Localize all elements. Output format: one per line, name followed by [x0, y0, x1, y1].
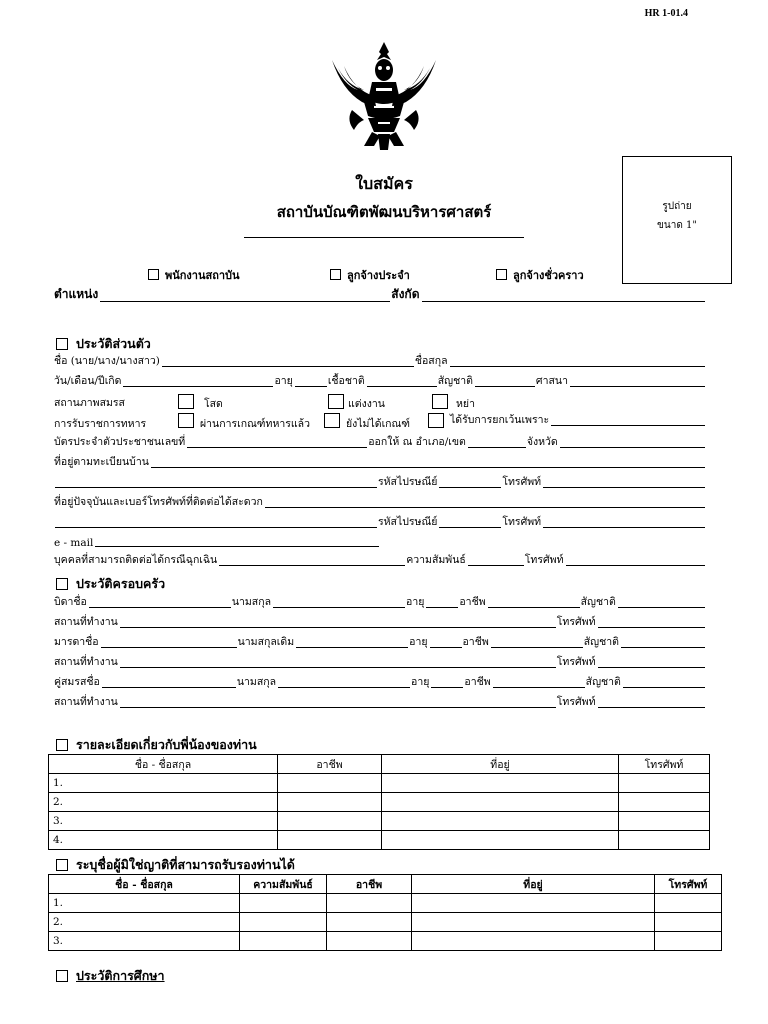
document-code: HR 1-01.4 — [644, 8, 688, 19]
mother-name-field[interactable] — [101, 647, 237, 648]
province-field[interactable] — [560, 447, 705, 448]
col-occupation: อาชีพ — [278, 755, 382, 774]
position-field[interactable] — [100, 301, 390, 302]
position-row: ตำแหน่ง สังกัด — [54, 288, 706, 304]
references-table — [48, 874, 722, 951]
option-temporary[interactable]: ลูกจ้างชั่วคราว — [496, 266, 584, 284]
birth-row: วัน/เดือน/ปีเกิด อายุ เชื้อชาติ สัญชาติ ศาสนา — [54, 373, 706, 389]
spouse-age-field[interactable] — [431, 687, 463, 688]
col-relation: ความสัมพันธ์ — [240, 875, 327, 894]
reg-address-row: ที่อยู่ตามทะเบียนบ้าน — [54, 454, 706, 470]
siblings-header-row — [49, 755, 710, 774]
military-not-label: ยังไม่ได้เกณฑ์ — [346, 418, 410, 430]
institution-name: สถาบันบัณฑิตพัฒนบริหารศาสตร์ — [276, 203, 492, 221]
spouse-row: คู่สมรสชื่อ นามสกุล อายุ อาชีพ สัญชาติ — [54, 674, 706, 690]
mother-nationality-field[interactable] — [621, 647, 705, 648]
title-underline — [244, 237, 524, 238]
permanent-checkbox[interactable] — [330, 269, 341, 280]
option-permanent[interactable]: ลูกจ้างประจำ — [330, 266, 410, 284]
photo-label: รูปถ่าย — [662, 201, 692, 212]
reg-phone-field[interactable] — [543, 487, 705, 488]
photo-size-label: ขนาด 1" — [657, 220, 697, 231]
personal-checkbox[interactable] — [56, 338, 68, 350]
surname-field[interactable] — [450, 366, 705, 367]
military-done-checkbox[interactable] — [178, 413, 194, 428]
military-exempt-checkbox[interactable] — [428, 413, 444, 428]
father-lastname-field[interactable] — [273, 607, 405, 608]
age-field[interactable] — [295, 386, 327, 387]
reg-address-field[interactable] — [151, 467, 705, 468]
form-title: ใบสมัคร — [355, 174, 413, 193]
spouse-occupation-field[interactable] — [493, 687, 585, 688]
cur-postcode-field[interactable] — [439, 527, 501, 528]
father-workplace-field[interactable] — [120, 627, 556, 628]
reg-address-row-2: รหัสไปรษณีย์ โทรศัพท์ — [54, 474, 706, 490]
table-row: 3. — [49, 932, 722, 951]
spouse-work-row: สถานที่ทำงาน โทรศัพท์ — [54, 694, 706, 710]
spouse-nationality-field[interactable] — [623, 687, 705, 688]
mother-work-row: สถานที่ทำงาน โทรศัพท์ — [54, 654, 706, 670]
cur-phone-field[interactable] — [543, 527, 705, 528]
race-field[interactable] — [367, 386, 437, 387]
email-row: e - mail — [54, 533, 380, 549]
cur-address-row: ที่อยู่ปัจจุบันและเบอร์โทรศัพท์ที่ติดต่อได้สะดวก — [54, 494, 706, 510]
religion-field[interactable] — [570, 386, 705, 387]
father-phone-field[interactable] — [598, 627, 706, 628]
emergency-phone-field[interactable] — [566, 565, 705, 566]
references-checkbox[interactable] — [56, 859, 68, 871]
section-references: ระบุชื่อผู้มิใช่ญาติที่สามารถรับรองท่านได้ — [56, 855, 295, 875]
col-name: ชื่อ - ชื่อสกุล — [49, 755, 278, 774]
siblings-checkbox[interactable] — [56, 739, 68, 751]
dob-field[interactable] — [123, 386, 273, 387]
spouse-workplace-field[interactable] — [120, 707, 556, 708]
garuda-emblem — [328, 40, 440, 152]
table-row: 2. — [49, 793, 710, 812]
father-occupation-field[interactable] — [488, 607, 580, 608]
mother-workplace-field[interactable] — [120, 667, 556, 668]
married-label: แต่งงาน — [348, 398, 385, 410]
spouse-phone-field[interactable] — [598, 707, 706, 708]
military-not-checkbox[interactable] — [324, 413, 340, 428]
nationality-field[interactable] — [475, 386, 535, 387]
military-done-label: ผ่านการเกณฑ์ทหารแล้ว — [200, 418, 310, 430]
emergency-name-field[interactable] — [219, 565, 405, 566]
mother-occupation-field[interactable] — [491, 647, 583, 648]
table-row: 1. — [49, 894, 722, 913]
name-row: ชื่อ (นาย/นาง/นางสาว) ชื่อสกุล — [54, 353, 706, 369]
mother-age-field[interactable] — [430, 647, 462, 648]
father-name-field[interactable] — [89, 607, 231, 608]
mother-row: มารดาชื่อ นามสกุลเดิม อายุ อาชีพ สัญชาติ — [54, 634, 706, 650]
cur-address-field-2[interactable] — [55, 527, 377, 528]
table-row: 4. — [49, 831, 710, 850]
marital-row: สถานภาพสมรส — [54, 397, 125, 409]
section-personal: ประวัติส่วนตัว — [56, 334, 151, 354]
col-address: ที่อยู่ — [412, 875, 655, 894]
military-label: การรับราชการทหาร — [54, 418, 147, 430]
father-age-field[interactable] — [426, 607, 458, 608]
married-checkbox[interactable] — [328, 394, 344, 409]
col-occupation: อาชีพ — [327, 875, 412, 894]
id-card-field[interactable] — [187, 447, 367, 448]
emergency-relation-field[interactable] — [468, 565, 524, 566]
table-row: 3. — [49, 812, 710, 831]
email-field[interactable] — [95, 546, 379, 547]
education-checkbox[interactable] — [56, 970, 68, 982]
option-staff[interactable]: พนักงานสถาบัน — [148, 266, 240, 284]
district-field[interactable] — [468, 447, 526, 448]
emergency-row: บุคคลที่สามารถติดต่อได้กรณีฉุกเฉิน ความสัมพันธ์ โทรศัพท์ — [54, 552, 706, 568]
military-exempt-row: ได้รับการยกเว้นเพราะ — [450, 412, 706, 428]
mother-phone-field[interactable] — [598, 667, 706, 668]
divorced-label: หย่า — [456, 398, 475, 410]
affiliation-field[interactable] — [422, 301, 706, 302]
col-address: ที่อยู่ — [382, 755, 619, 774]
single-checkbox[interactable] — [178, 394, 194, 409]
spouse-lastname-field[interactable] — [278, 687, 410, 688]
col-phone: โทรศัพท์ — [655, 875, 722, 894]
mother-maiden-field[interactable] — [296, 647, 408, 648]
temporary-checkbox[interactable] — [496, 269, 507, 280]
section-family: ประวัติครอบครัว — [56, 574, 165, 594]
exempt-reason-field[interactable] — [551, 425, 705, 426]
table-row: 2. — [49, 913, 722, 932]
col-phone: โทรศัพท์ — [619, 755, 710, 774]
father-row: บิดาชื่อ นามสกุล อายุ อาชีพ สัญชาติ — [54, 594, 706, 610]
name-field[interactable] — [162, 366, 414, 367]
references-header-row — [49, 875, 722, 894]
father-nationality-field[interactable] — [618, 607, 705, 608]
section-siblings: รายละเอียดเกี่ยวกับพี่น้องของท่าน — [56, 735, 257, 755]
single-label: โสด — [204, 398, 223, 410]
divorced-checkbox[interactable] — [432, 394, 448, 409]
spouse-name-field[interactable] — [102, 687, 236, 688]
staff-checkbox[interactable] — [148, 269, 159, 280]
family-checkbox[interactable] — [56, 578, 68, 590]
reg-address-field-2[interactable] — [55, 487, 377, 488]
col-name: ชื่อ - ชื่อสกุล — [49, 875, 240, 894]
section-education: ประวัติการศึกษา — [56, 966, 165, 986]
reg-postcode-field[interactable] — [439, 487, 501, 488]
cur-address-row-2: รหัสไปรษณีย์ โทรศัพท์ — [54, 514, 706, 530]
father-work-row: สถานที่ทำงาน โทรศัพท์ — [54, 614, 706, 630]
siblings-table — [48, 754, 710, 850]
id-card-row: บัตรประจำตัวประชาชนเลขที่ ออกให้ ณ อำเภอ/เขต จังหวัด — [54, 434, 706, 450]
table-row: 1. — [49, 774, 710, 793]
cur-address-field[interactable] — [265, 507, 705, 508]
